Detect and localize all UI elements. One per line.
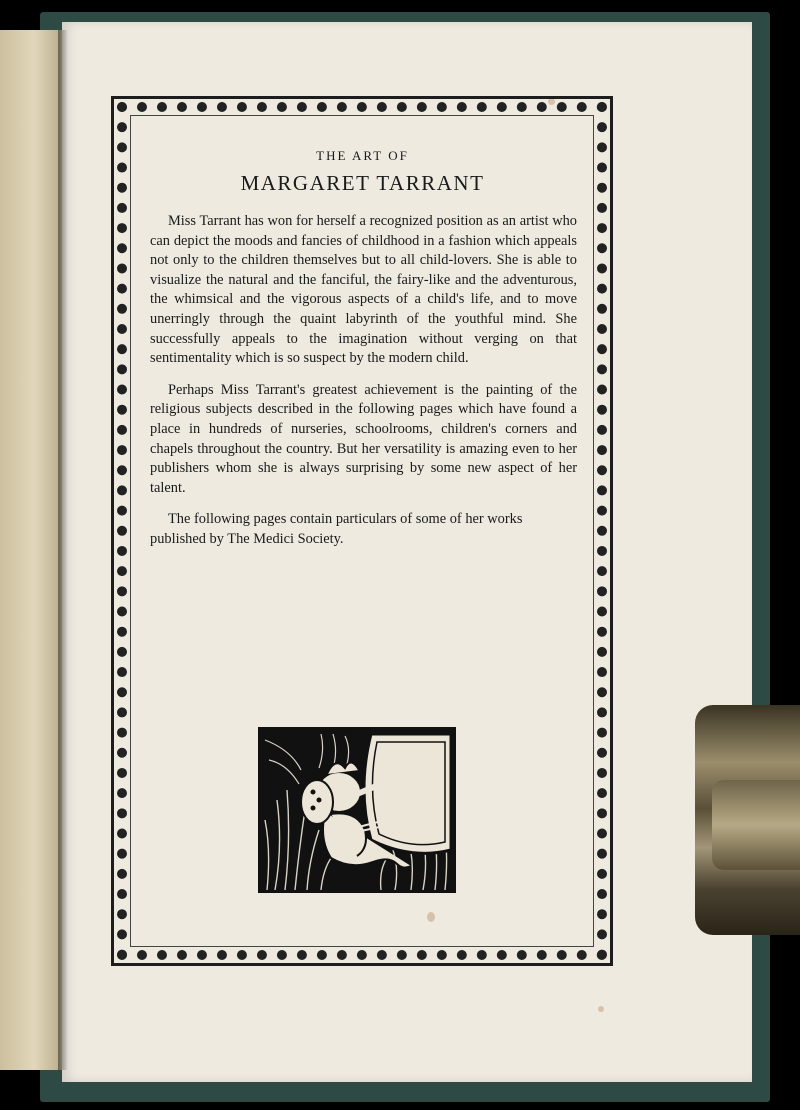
gutter-shadow (58, 30, 68, 1070)
facing-page (0, 30, 62, 1070)
paragraph-3: The following pages contain particulars of some of her works published by The Medici Society. (150, 511, 523, 547)
child-artist-vignette-icon (258, 727, 456, 893)
paragraph-1: Miss Tarrant has won for herself a recognized position as an artist who can depict the moods and fancies of childhood in a fashion which appeals not only to the children themselves but to all child-lovers. She is able to visualize the natural and the fanciful, the fairy-like and the adventurous, the whimsical and the vigorous aspects of a child's life, and to move unerringly through the quaint labyrinth of the youthful mind. She successfully appeals to the imagination without verging on that sentimentality which is so suspect by the modern child. (150, 213, 577, 367)
paragraph-2: Perhaps Miss Tarrant's greatest achievement is the painting of the religious subjects described in the following pages which have found a place in hundreds of nurseries, schoolrooms, children's corners and chapels throughout the country. But her versatility is amazing even to her publishers whom she is always surprising by some new aspect of her talent. (150, 381, 577, 496)
page-text (140, 146, 585, 562)
page-title: MARGARET TARRANT (240, 171, 485, 195)
page-kicker: THE ART OF (316, 148, 409, 163)
book-clasp-inner (712, 780, 800, 870)
foxing-spot (598, 1006, 604, 1012)
